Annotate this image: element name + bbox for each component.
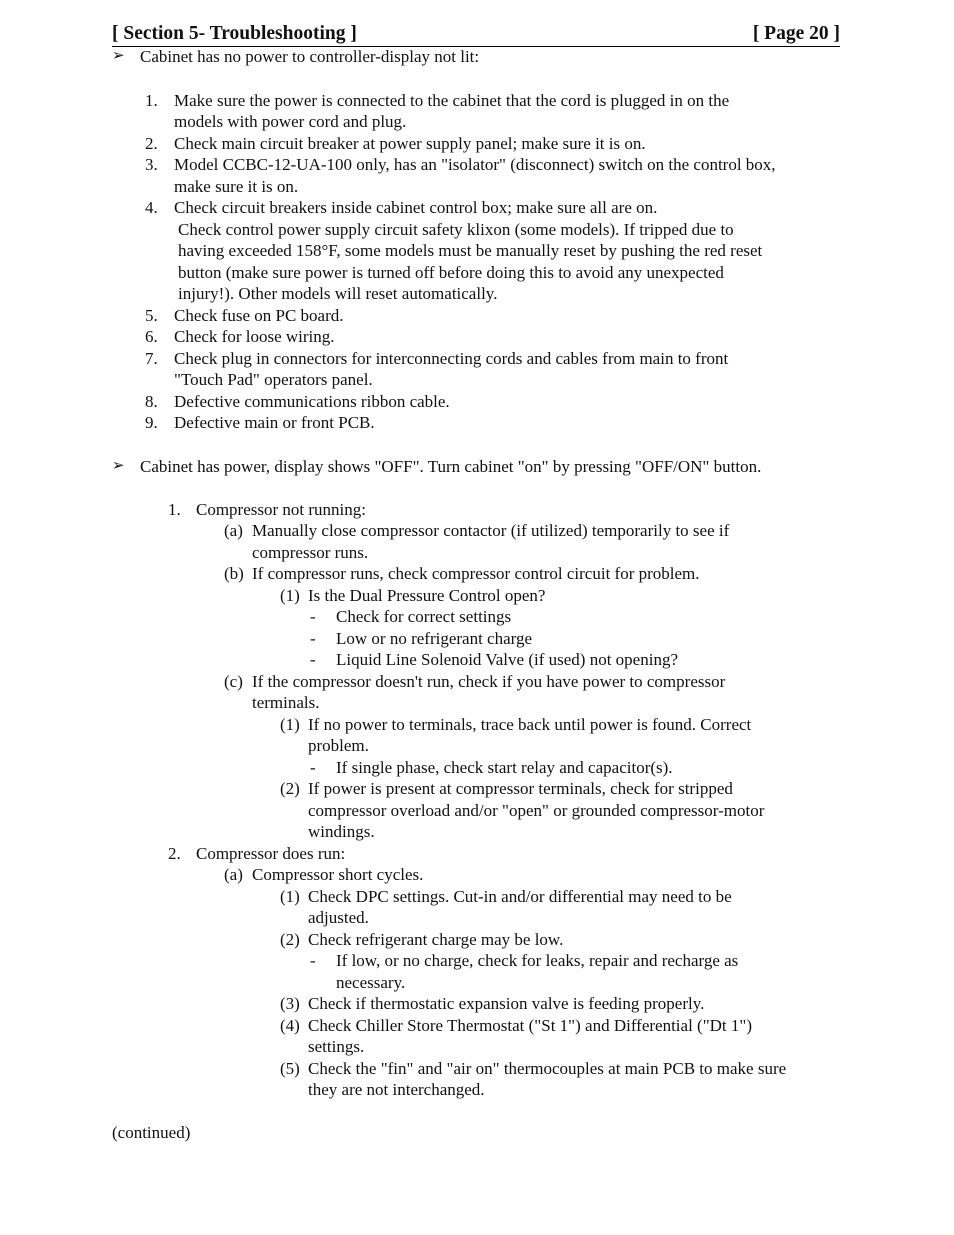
sub-sub-item-marker: (1) xyxy=(280,887,300,906)
sub-sub-item-marker: (1) xyxy=(280,715,300,734)
dash-item-text: necessary. xyxy=(336,973,406,992)
list-item-number: 2. xyxy=(168,844,181,863)
list-item-text: Compressor not running: xyxy=(196,500,366,519)
dash-bullet: - xyxy=(310,629,316,648)
sub-sub-item-marker: (5) xyxy=(280,1059,300,1078)
sub-sub-item-text: Check the "fin" and "air on" thermocouples at main PCB to make sure xyxy=(308,1059,787,1078)
sub-item-marker: (c) xyxy=(224,672,243,691)
dash-item-text: Liquid Line Solenoid Valve (if used) not opening? xyxy=(336,650,678,669)
list-item-text: Check plug in connectors for interconnecting cords and cables from main to front xyxy=(174,349,729,368)
list-item-text: "Touch Pad" operators panel. xyxy=(174,370,373,389)
sub-sub-item-text: adjusted. xyxy=(308,908,369,927)
page-number: [ Page 20 ] xyxy=(752,23,840,44)
sub-item-marker: (a) xyxy=(224,865,243,884)
list-item-text: models with power cord and plug. xyxy=(174,112,407,131)
sub-sub-item-text: Check refrigerant charge may be low. xyxy=(308,930,564,949)
list-item-number: 2. xyxy=(145,134,158,153)
sub-item-text: compressor runs. xyxy=(252,543,369,562)
sub-sub-item-marker: (4) xyxy=(280,1016,300,1035)
arrow-bullet-icon: ➢ xyxy=(112,48,125,64)
sub-sub-item-text: compressor overload and/or "open" or grounded compressor-motor xyxy=(308,801,765,820)
sub-sub-item-marker: (2) xyxy=(280,779,300,798)
paragraph-line: button (make sure power is turned off before doing this to avoid any unexpected xyxy=(178,263,724,282)
list-item-text: Defective communications ribbon cable. xyxy=(174,392,450,411)
list-item-number: 1. xyxy=(145,91,158,110)
sub-sub-item-text: problem. xyxy=(308,736,369,755)
sub-sub-item-text: windings. xyxy=(308,822,375,841)
list-item-number: 6. xyxy=(145,327,158,346)
dash-item-text: Check for correct settings xyxy=(336,607,512,626)
sub-item-marker: (a) xyxy=(224,521,243,540)
list-item-number: 5. xyxy=(145,306,158,325)
list-item-text: Defective main or front PCB. xyxy=(174,413,375,432)
sub-sub-item-text: Is the Dual Pressure Control open? xyxy=(308,586,546,605)
list-item-number: 1. xyxy=(168,500,181,519)
list-item-text: Model CCBC-12-UA-100 only, has an "isolator" (disconnect) switch on the control box, xyxy=(174,155,776,174)
dash-bullet: - xyxy=(310,951,316,970)
list-item-text: Check fuse on PC board. xyxy=(174,306,344,325)
list-item-number: 8. xyxy=(145,392,158,411)
arrow-bullet-icon: ➢ xyxy=(112,458,125,474)
sub-item-text: terminals. xyxy=(252,693,320,712)
sub-sub-item-marker: (3) xyxy=(280,994,300,1013)
sub-sub-item-text: If power is present at compressor terminals, check for stripped xyxy=(308,779,733,798)
sub-item-text: If the compressor doesn't run, check if you have power to compressor xyxy=(252,672,726,691)
continued-note: (continued) xyxy=(112,1123,191,1142)
dash-bullet: - xyxy=(310,758,316,777)
dash-item-text: Low or no refrigerant charge xyxy=(336,629,533,648)
list-item-text: Check for loose wiring. xyxy=(174,327,335,346)
sub-sub-item-marker: (1) xyxy=(280,586,300,605)
section-title: [ Section 5- Troubleshooting ] xyxy=(112,23,357,44)
bullet-heading: Cabinet has no power to controller-display not lit: xyxy=(140,47,480,66)
list-item-number: 3. xyxy=(145,155,158,174)
paragraph-line: injury!). Other models will reset automatically. xyxy=(178,284,498,303)
list-item-text: Check main circuit breaker at power supply panel; make sure it is on. xyxy=(174,134,646,153)
list-item-number: 9. xyxy=(145,413,158,432)
sub-sub-item-marker: (2) xyxy=(280,930,300,949)
sub-item-marker: (b) xyxy=(224,564,244,583)
dash-item-text: If low, or no charge, check for leaks, repair and recharge as xyxy=(336,951,739,970)
list-item-text: Make sure the power is connected to the cabinet that the cord is plugged in on the xyxy=(174,91,730,110)
paragraph-line: having exceeded 158°F, some models must be manually reset by pushing the red reset xyxy=(178,241,763,260)
sub-sub-item-text: Check Chiller Store Thermostat ("St 1") and Differential ("Dt 1") xyxy=(308,1016,753,1035)
bullet-heading: Cabinet has power, display shows "OFF". Turn cabinet "on" by pressing "OFF/ON" button. xyxy=(140,457,762,476)
list-item-text: make sure it is on. xyxy=(174,177,299,196)
sub-sub-item-text: Check if thermostatic expansion valve is feeding properly. xyxy=(308,994,705,1013)
list-item-text: Check circuit breakers inside cabinet control box; make sure all are on. xyxy=(174,198,658,217)
sub-sub-item-text: If no power to terminals, trace back until power is found. Correct xyxy=(308,715,752,734)
paragraph-line: Check control power supply circuit safety klixon (some models). If tripped due to xyxy=(178,220,734,239)
list-item-number: 7. xyxy=(145,349,158,368)
dash-bullet: - xyxy=(310,650,316,669)
sub-sub-item-text: settings. xyxy=(308,1037,365,1056)
sub-sub-item-text: Check DPC settings. Cut-in and/or differential may need to be xyxy=(308,887,732,906)
sub-item-text: Manually close compressor contactor (if utilized) temporarily to see if xyxy=(252,521,730,540)
sub-item-text: If compressor runs, check compressor control circuit for problem. xyxy=(252,564,700,583)
list-item-number: 4. xyxy=(145,198,158,217)
sub-sub-item-text: they are not interchanged. xyxy=(308,1080,485,1099)
dash-bullet: - xyxy=(310,607,316,626)
page-header xyxy=(112,22,840,47)
list-item-text: Compressor does run: xyxy=(196,844,346,863)
dash-item-text: If single phase, check start relay and capacitor(s). xyxy=(336,758,673,777)
sub-item-text: Compressor short cycles. xyxy=(252,865,424,884)
